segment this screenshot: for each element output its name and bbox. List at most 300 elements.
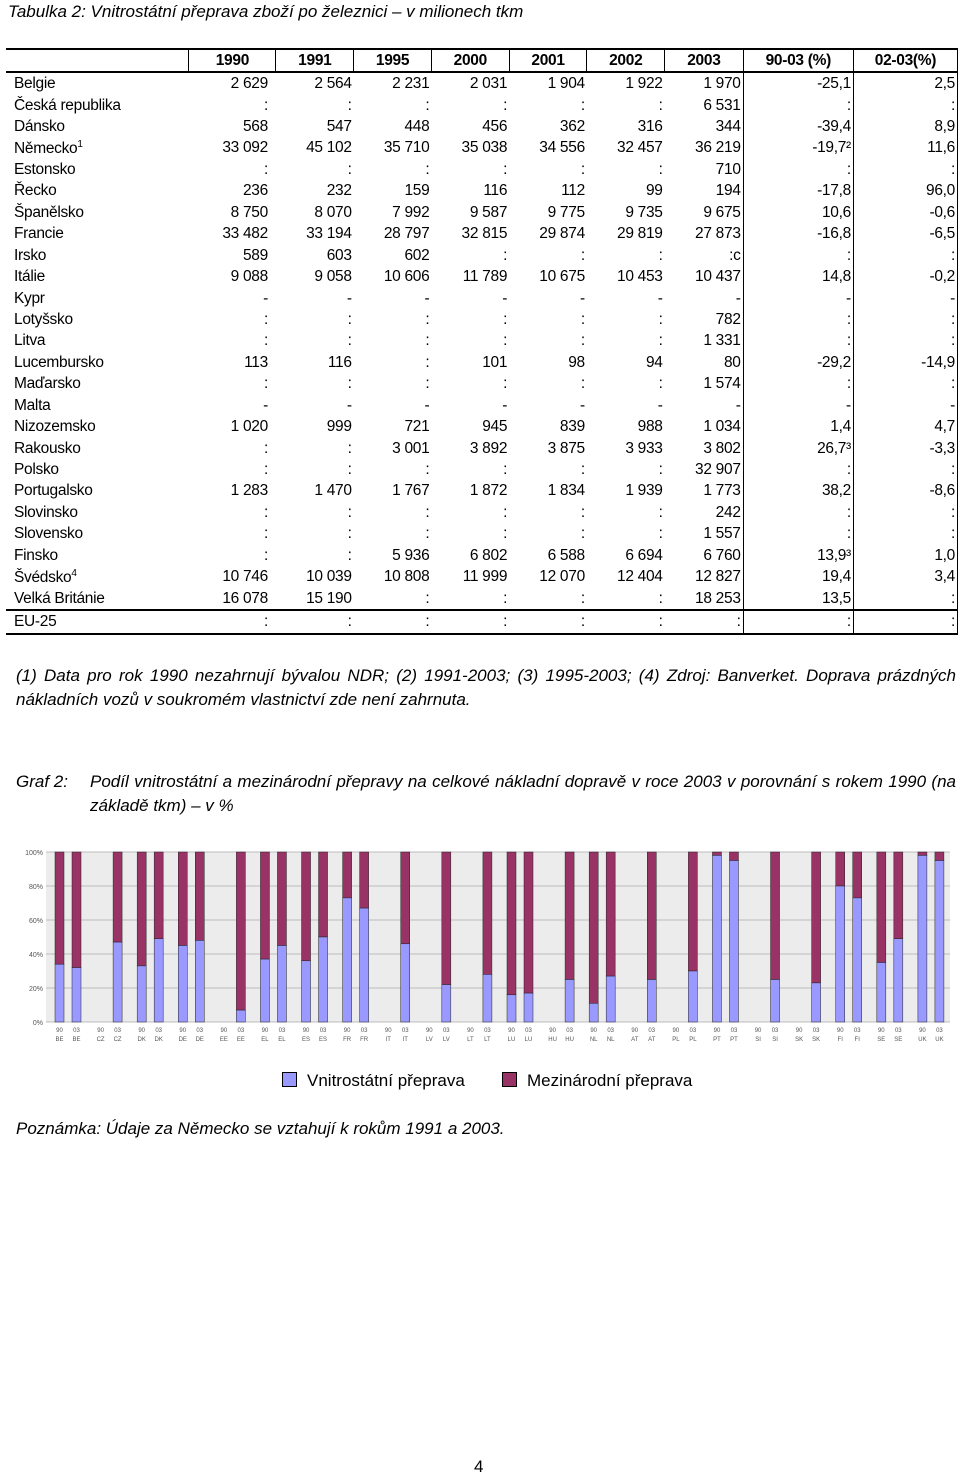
value-cell: : (853, 374, 957, 395)
country-name: Česká republika (14, 96, 121, 114)
bar-international (236, 852, 245, 1010)
country-cell (6, 588, 189, 610)
value-cell: 456 (482, 118, 508, 136)
table-footnote: (1) Data pro rok 1990 nezahrnují bývalou NDR; (2) 1991-2003; (3) 1995-2003; (4) Zdroj: Banverket. Doprava prázdných nákladních vozů v soukromém vlastnictví zde není zahrnuta. (16, 666, 956, 709)
x-year-label: 90 (877, 1028, 885, 1034)
footnote-mark: 1 (77, 138, 83, 150)
bar-international (771, 852, 780, 980)
value-cell: -0,6 (853, 202, 957, 223)
country-cell (6, 202, 189, 223)
value-cell: 232 (326, 182, 352, 200)
value-cell: 7 992 (392, 203, 430, 221)
country-name: EU-25 (14, 613, 57, 631)
value-cell: 710 (715, 160, 741, 178)
x-country-label: HU (565, 1037, 574, 1043)
bar-domestic (178, 946, 187, 1023)
value-cell: -16,8 (743, 224, 853, 245)
x-country-label: LU (524, 1037, 533, 1043)
bar-domestic (113, 942, 122, 1022)
x-country-label: IT (402, 1037, 408, 1043)
bar-international (302, 852, 311, 961)
value-cell: 11 999 (462, 568, 508, 586)
country-cell (6, 610, 189, 633)
country-cell (6, 416, 189, 437)
x-year-label: 03 (648, 1028, 656, 1034)
value-cell: 45 102 (306, 139, 352, 157)
value-cell: 1 020 (230, 418, 268, 436)
x-country-label: BE (55, 1037, 64, 1043)
value-cell: -8,6 (853, 481, 957, 502)
value-cell: 839 (559, 418, 585, 436)
x-year-label: 90 (138, 1028, 146, 1034)
bar-domestic (236, 1010, 245, 1022)
value-cell: 3,4 (853, 567, 957, 588)
value-cell: : (658, 503, 663, 521)
table-row (6, 181, 958, 202)
country-name: Malta (14, 396, 51, 414)
x-country-label: BE (72, 1037, 81, 1043)
country-cell (6, 524, 189, 545)
value-cell: : (658, 160, 663, 178)
bar-domestic (589, 1003, 598, 1022)
bar-domestic (729, 861, 738, 1023)
value-cell: 3 875 (547, 439, 585, 457)
country-name: Estonsko (14, 160, 76, 178)
value-cell: -29,2 (743, 352, 853, 373)
bar-international (524, 852, 533, 993)
value-cell: 2 564 (314, 75, 352, 93)
value-cell: - (657, 289, 663, 307)
value-cell: 547 (326, 118, 352, 136)
value-cell: 362 (559, 118, 585, 136)
chart-note: Poznámka: Údaje za Německo se vztahují k rokům 1991 a 2003. (16, 1119, 505, 1138)
table-row (6, 266, 958, 287)
value-cell: 344 (715, 118, 741, 136)
x-year-label: 90 (795, 1028, 803, 1034)
country-cell (6, 481, 189, 502)
bar-domestic (72, 968, 81, 1022)
value-cell: 8 750 (230, 203, 268, 221)
value-cell: 9 058 (314, 268, 352, 286)
value-cell: : (347, 332, 352, 350)
bar-international (836, 852, 845, 886)
y-tick-label: 80% (28, 884, 43, 891)
value-cell: 568 (242, 118, 268, 136)
x-year-label: 03 (114, 1028, 121, 1034)
country-name: Kypr (14, 289, 45, 307)
x-year-label: 03 (360, 1028, 368, 1034)
value-cell: 15 190 (306, 589, 352, 607)
country-name: Portugalsko (14, 482, 93, 500)
value-cell: : (743, 374, 853, 395)
value-cell: : (263, 525, 268, 543)
value-cell: 589 (242, 246, 268, 264)
value-cell: 4,7 (853, 416, 957, 437)
x-country-label: AT (648, 1037, 656, 1043)
value-cell: 6 802 (469, 546, 508, 564)
value-cell: 6 588 (547, 546, 585, 564)
value-cell: 9 088 (230, 268, 268, 286)
header-col: 1995 (354, 49, 432, 72)
table-row (6, 224, 958, 245)
country-cell (6, 288, 189, 309)
value-cell: : (425, 96, 430, 114)
value-cell: 1 904 (547, 75, 585, 93)
table-row (6, 502, 958, 523)
bar-domestic (918, 855, 927, 1022)
x-year-label: 90 (425, 1028, 433, 1034)
table-row (6, 374, 958, 395)
x-year-label: 90 (261, 1028, 269, 1034)
value-cell: : (263, 310, 268, 328)
header-col: 90-03 (%) (743, 49, 853, 72)
value-cell: : (425, 332, 430, 350)
value-cell: : (853, 459, 957, 480)
x-country-label: PT (730, 1037, 738, 1043)
x-year-label: 90 (220, 1028, 228, 1034)
x-year-label: 03 (401, 1028, 409, 1034)
value-cell: 1 557 (703, 525, 741, 543)
value-cell: : (503, 332, 508, 350)
value-cell: 12 070 (539, 568, 585, 586)
value-cell: : (503, 461, 508, 479)
x-year-label: 90 (836, 1028, 844, 1034)
bar-domestic (935, 861, 944, 1023)
value-cell: 3 933 (625, 439, 663, 457)
bar-domestic (137, 966, 146, 1022)
country-cell (6, 459, 189, 480)
bar-international (72, 852, 81, 968)
value-cell: 116 (327, 353, 352, 371)
value-cell: 38,2 (743, 481, 853, 502)
x-year-label: 03 (155, 1028, 163, 1034)
bar-international (483, 852, 492, 974)
value-cell: 603 (326, 246, 352, 264)
bar-international (894, 852, 903, 939)
x-country-label: ES (302, 1037, 311, 1043)
value-cell: 782 (715, 310, 741, 328)
value-cell: 10 039 (306, 568, 352, 586)
value-cell: : (347, 439, 352, 457)
graph-caption-text: Podíl vnitrostátní a mezinárodní přepravy na celkové nákladní dopravě v roce 2003 v porovnání s rokem 1990 (na základě tkm) – v % (90, 772, 956, 815)
y-tick-label: 60% (28, 918, 43, 925)
value-cell: 98 (568, 353, 585, 371)
value-cell: : (853, 159, 957, 180)
value-cell: 33 194 (306, 225, 352, 243)
value-cell: 35 710 (383, 139, 430, 157)
x-year-label: 03 (936, 1028, 943, 1034)
x-country-label: LT (484, 1037, 491, 1043)
x-country-label: ES (319, 1037, 328, 1043)
value-cell: - (502, 396, 508, 414)
footnote-mark: 4 (71, 567, 77, 579)
value-cell: 112 (561, 182, 585, 200)
page-number: 4 (474, 1457, 484, 1476)
bar-international (688, 852, 697, 971)
value-cell: 11,6 (853, 138, 957, 159)
x-year-label: 90 (631, 1028, 639, 1034)
value-cell: : (347, 310, 352, 328)
legend-domestic-swatch (282, 1072, 297, 1087)
value-cell: : (263, 96, 268, 114)
value-cell: : (347, 503, 352, 521)
country-cell (6, 266, 189, 287)
x-country-label: SI (755, 1037, 761, 1043)
bar-international (137, 852, 146, 966)
table-row (6, 116, 958, 137)
value-cell: 8 070 (314, 203, 352, 221)
value-cell: -14,9 (853, 352, 957, 373)
value-cell: : (503, 246, 508, 264)
x-year-label: 90 (672, 1028, 680, 1034)
table-row (6, 481, 958, 502)
value-cell: 33 092 (222, 139, 268, 157)
value-cell: : (580, 96, 585, 114)
x-country-label: SK (812, 1037, 821, 1043)
bar-domestic (606, 976, 615, 1022)
value-cell: 9 675 (703, 203, 741, 221)
value-cell: 1 834 (547, 482, 585, 500)
x-country-label: SI (772, 1037, 778, 1043)
value-cell: : (580, 310, 585, 328)
bar-international (442, 852, 451, 985)
x-year-label: 03 (442, 1028, 450, 1034)
value-cell: 1 283 (230, 482, 268, 500)
value-cell: 26,7³ (743, 438, 853, 459)
bar-international (507, 852, 516, 995)
country-cell (6, 138, 189, 159)
value-cell: : (347, 96, 352, 114)
value-cell: : (743, 95, 853, 116)
value-cell: 1,4 (743, 416, 853, 437)
value-cell: : (587, 610, 665, 633)
value-cell: 1 331 (703, 332, 741, 350)
value-cell: : (425, 589, 430, 607)
y-tick-label: 100% (25, 850, 43, 857)
bar-international (360, 852, 369, 908)
value-cell: : (503, 589, 508, 607)
value-cell: : (347, 546, 352, 564)
header-col: 1991 (276, 49, 354, 72)
legend-domestic-label: Vnitrostátní přeprava (307, 1071, 465, 1090)
value-cell: : (263, 160, 268, 178)
x-year-label: 90 (590, 1028, 598, 1034)
x-country-label: SE (894, 1037, 903, 1043)
x-country-label: FI (837, 1037, 843, 1043)
value-cell: -3,3 (853, 438, 957, 459)
bar-international (154, 852, 163, 939)
value-cell: 1 574 (703, 375, 741, 393)
value-cell: : (853, 309, 957, 330)
country-name: Itálie (14, 268, 45, 286)
value-cell: 16 078 (222, 589, 268, 607)
table-row (6, 245, 958, 266)
value-cell: -39,4 (743, 116, 853, 137)
country-cell (6, 331, 189, 352)
bar-domestic (277, 946, 286, 1023)
value-cell: 10 808 (383, 568, 430, 586)
value-cell: : (263, 546, 268, 564)
table-row (6, 545, 958, 566)
x-country-label: LT (467, 1037, 474, 1043)
value-cell: 12 827 (695, 568, 741, 586)
x-year-label: 90 (549, 1028, 556, 1034)
country-cell (6, 181, 189, 202)
table-body (6, 72, 958, 633)
bar-domestic (55, 964, 64, 1022)
table-row (6, 588, 958, 610)
value-cell: - (735, 396, 741, 414)
legend-domestic (282, 1071, 465, 1091)
rail-freight-table (6, 48, 958, 635)
country-name: Maďarsko (14, 375, 81, 393)
value-cell: 6 531 (703, 96, 741, 114)
value-cell: : (853, 588, 957, 610)
value-cell: : (263, 461, 268, 479)
value-cell: 3 802 (703, 439, 741, 457)
table-row (6, 524, 958, 545)
country-name: Litva (14, 332, 46, 350)
bar-domestic (260, 959, 269, 1022)
value-cell: 27 873 (695, 225, 741, 243)
x-year-label: 03 (278, 1028, 286, 1034)
table-header-row (6, 49, 958, 72)
x-country-label: UK (918, 1037, 927, 1043)
x-year-label: 03 (525, 1028, 532, 1034)
value-cell: 721 (404, 418, 430, 436)
legend-international-swatch (502, 1072, 517, 1087)
value-cell: : (347, 461, 352, 479)
value-cell: 32 815 (461, 225, 508, 243)
value-cell: : (580, 525, 585, 543)
x-country-label: FR (343, 1037, 352, 1043)
value-cell: 242 (715, 503, 741, 521)
bar-international (647, 852, 656, 980)
x-year-label: 03 (196, 1028, 204, 1034)
value-cell: : (425, 525, 430, 543)
country-cell (6, 438, 189, 459)
country-name: Irsko (14, 246, 47, 264)
value-cell: 1 970 (703, 75, 741, 93)
x-year-label: 90 (97, 1028, 104, 1034)
bar-domestic (894, 939, 903, 1022)
header-col: 2001 (509, 49, 587, 72)
value-cell: : (658, 96, 663, 114)
table-row (6, 459, 958, 480)
value-cell: -6,5 (853, 224, 957, 245)
value-cell: 999 (326, 418, 352, 436)
table-row (6, 416, 958, 437)
header-col: 2003 (665, 49, 744, 72)
value-cell: 945 (482, 418, 508, 436)
value-cell: 18 253 (695, 589, 741, 607)
value-cell: 14,8 (743, 266, 853, 287)
country-name: Belgie (14, 75, 56, 93)
value-cell: : (853, 524, 957, 545)
value-cell: 96,0 (853, 181, 957, 202)
value-cell: 12 404 (617, 568, 663, 586)
header-col: 2002 (587, 49, 665, 72)
value-cell: 32 457 (617, 139, 663, 157)
x-country-label: SE (877, 1037, 886, 1043)
value-cell: : (743, 245, 853, 266)
value-cell: - (853, 288, 957, 309)
bar-domestic (688, 971, 697, 1022)
x-year-label: 90 (508, 1028, 515, 1034)
value-cell: : (743, 309, 853, 330)
value-cell: : (425, 310, 430, 328)
value-cell: : (580, 503, 585, 521)
value-cell: : (425, 353, 430, 371)
country-cell (6, 72, 189, 94)
value-cell: : (189, 610, 276, 633)
x-country-label: DK (137, 1037, 146, 1043)
bar-international (853, 852, 862, 898)
bar-domestic (507, 995, 516, 1022)
value-cell: 32 907 (695, 461, 741, 479)
value-cell: 1,0 (853, 545, 957, 566)
x-country-label: PL (689, 1037, 697, 1043)
x-year-label: 03 (566, 1028, 573, 1034)
x-country-label: PL (672, 1037, 680, 1043)
country-cell (6, 95, 189, 116)
value-cell: 94 (645, 353, 663, 371)
value-cell: 602 (404, 246, 430, 264)
x-year-label: 03 (237, 1028, 245, 1034)
bar-international (565, 852, 574, 980)
x-year-label: 03 (689, 1028, 697, 1034)
country-name: Slovinsko (14, 503, 78, 521)
value-cell: 101 (482, 353, 508, 371)
value-cell: - (743, 288, 853, 309)
value-cell: : (580, 375, 585, 393)
value-cell: : (658, 246, 663, 264)
x-country-label: EE (219, 1037, 228, 1043)
value-cell: 33 482 (222, 225, 268, 243)
value-cell: 2 031 (469, 75, 508, 93)
country-name: Lotyšsko (14, 310, 73, 328)
bar-international (812, 852, 821, 983)
value-cell: : (853, 502, 957, 523)
value-cell: - (263, 396, 268, 414)
value-cell: 10 437 (695, 268, 741, 286)
value-cell: 5 936 (392, 546, 430, 564)
value-cell: 1 034 (703, 418, 741, 436)
x-country-label: LU (507, 1037, 516, 1043)
bar-international (277, 852, 286, 946)
value-cell: - (424, 289, 430, 307)
value-cell: 159 (404, 182, 430, 200)
x-year-label: 03 (730, 1028, 738, 1034)
value-cell: : (503, 375, 508, 393)
bar-domestic (195, 940, 204, 1022)
bar-domestic (712, 855, 721, 1022)
bar-domestic (483, 974, 492, 1022)
x-year-label: 03 (73, 1028, 80, 1034)
country-name: Německo (14, 140, 78, 158)
bar-domestic (853, 898, 862, 1022)
value-cell: : (347, 375, 352, 393)
country-cell (6, 309, 189, 330)
bar-international (729, 852, 738, 861)
value-cell: 2,5 (853, 72, 957, 94)
bar-international (877, 852, 886, 963)
bar-domestic (401, 944, 410, 1022)
value-cell: : (347, 525, 352, 543)
table-row (6, 138, 958, 159)
table-row (6, 567, 958, 588)
bar-domestic (877, 963, 886, 1023)
